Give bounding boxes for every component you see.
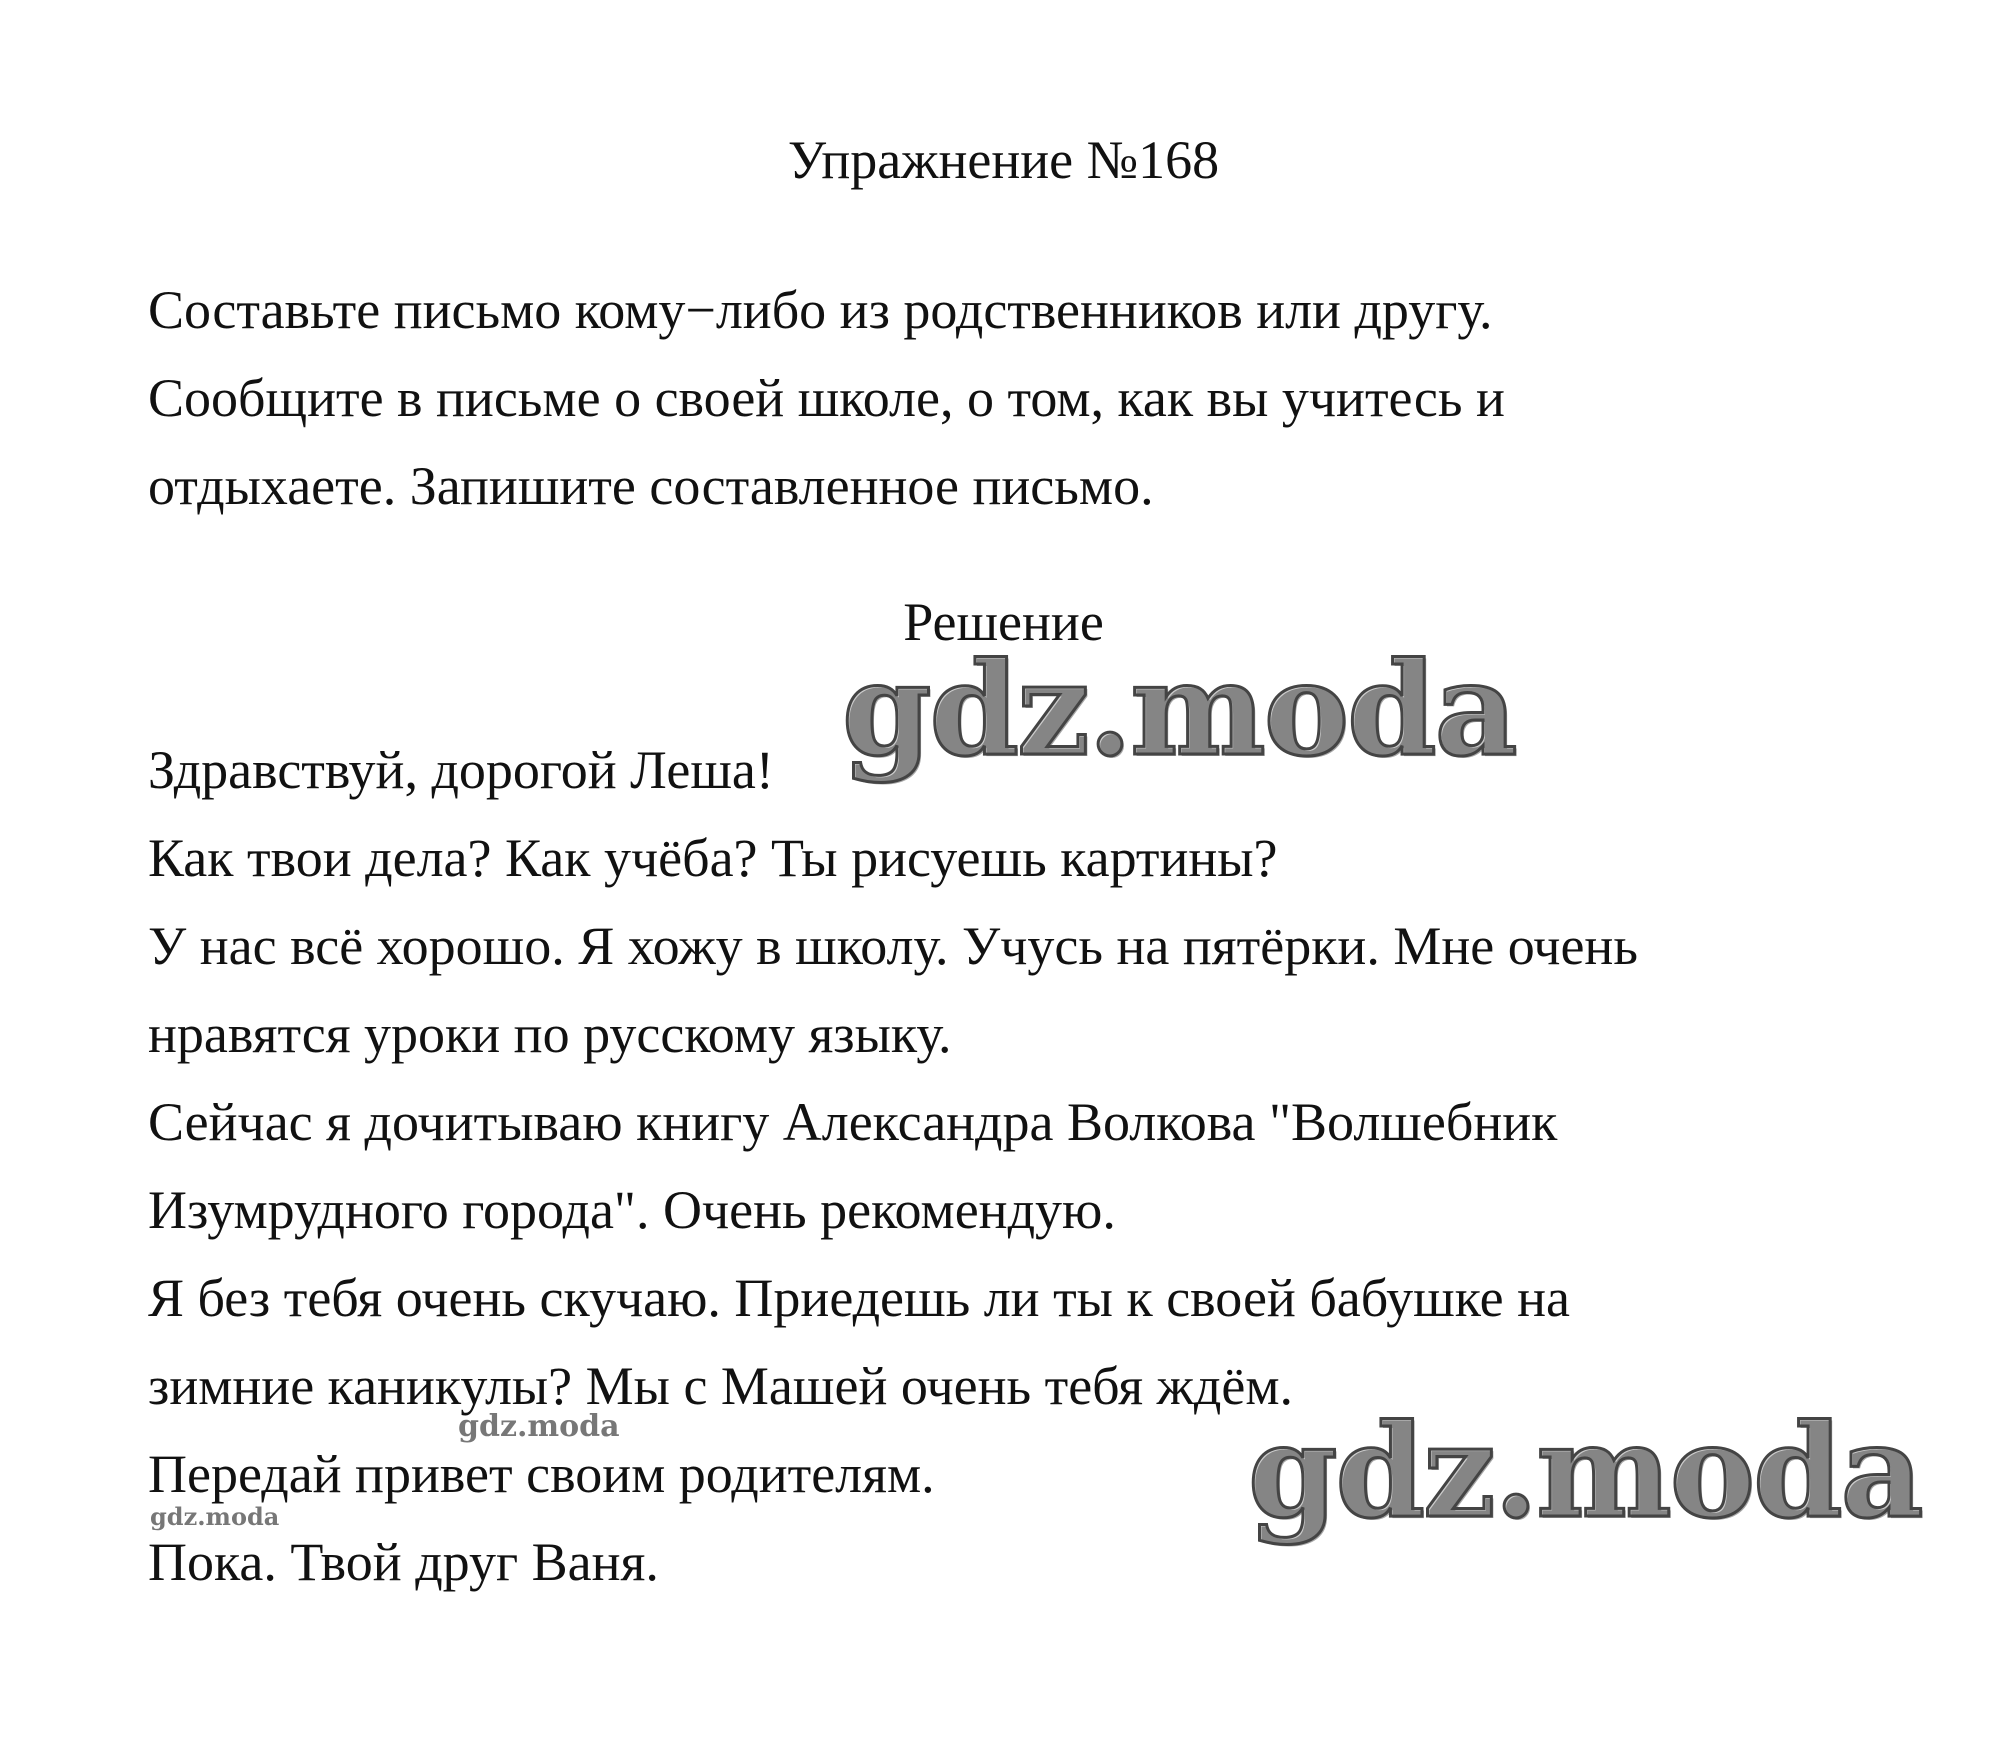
watermark-logo: gdz.moda [1248,1397,1922,1547]
letter-line: нравятся уроки по русскому языку. [148,1004,952,1064]
task-text [148,266,1908,530]
watermark-logo: gdz.moda [842,635,1516,785]
watermark-small: gdz.moda [150,1502,280,1531]
letter-text [148,726,1908,1606]
letter-line: Пока. Твой друг Ваня. [148,1532,659,1592]
letter-line: Как твои дела? Как учёба? Ты рисуешь картины? [148,828,1278,888]
exercise-title: Упражнение №168 [787,130,1220,190]
letter-line: Передай привет своим родителям. [148,1444,935,1504]
watermark-small: gdz.moda [458,1409,620,1444]
task-line: Составьте письмо кому−либо из родственников или другу. [148,280,1493,340]
letter-line: Я без тебя очень скучаю. Приедешь ли ты к своей бабушке на [148,1268,1570,1328]
letter-line: зимние каникулы? Мы с Машей очень тебя ждём. [148,1356,1294,1416]
task-line: отдыхаете. Запишите составленное письмо. [148,456,1154,516]
letter-line: У нас всё хорошо. Я хожу в школу. Учусь на пятёрки. Мне очень [148,916,1638,976]
task-line: Сообщите в письме о своей школе, о том, как вы учитесь и [148,368,1505,428]
letter-line: Здравствуй, дорогой Леша! [148,740,774,800]
letter-line: Изумрудного города". Очень рекомендую. [148,1180,1116,1240]
solution-heading: Решение [903,592,1104,652]
letter-line: Сейчас я дочитываю книгу Александра Волкова "Волшебник [148,1092,1558,1152]
